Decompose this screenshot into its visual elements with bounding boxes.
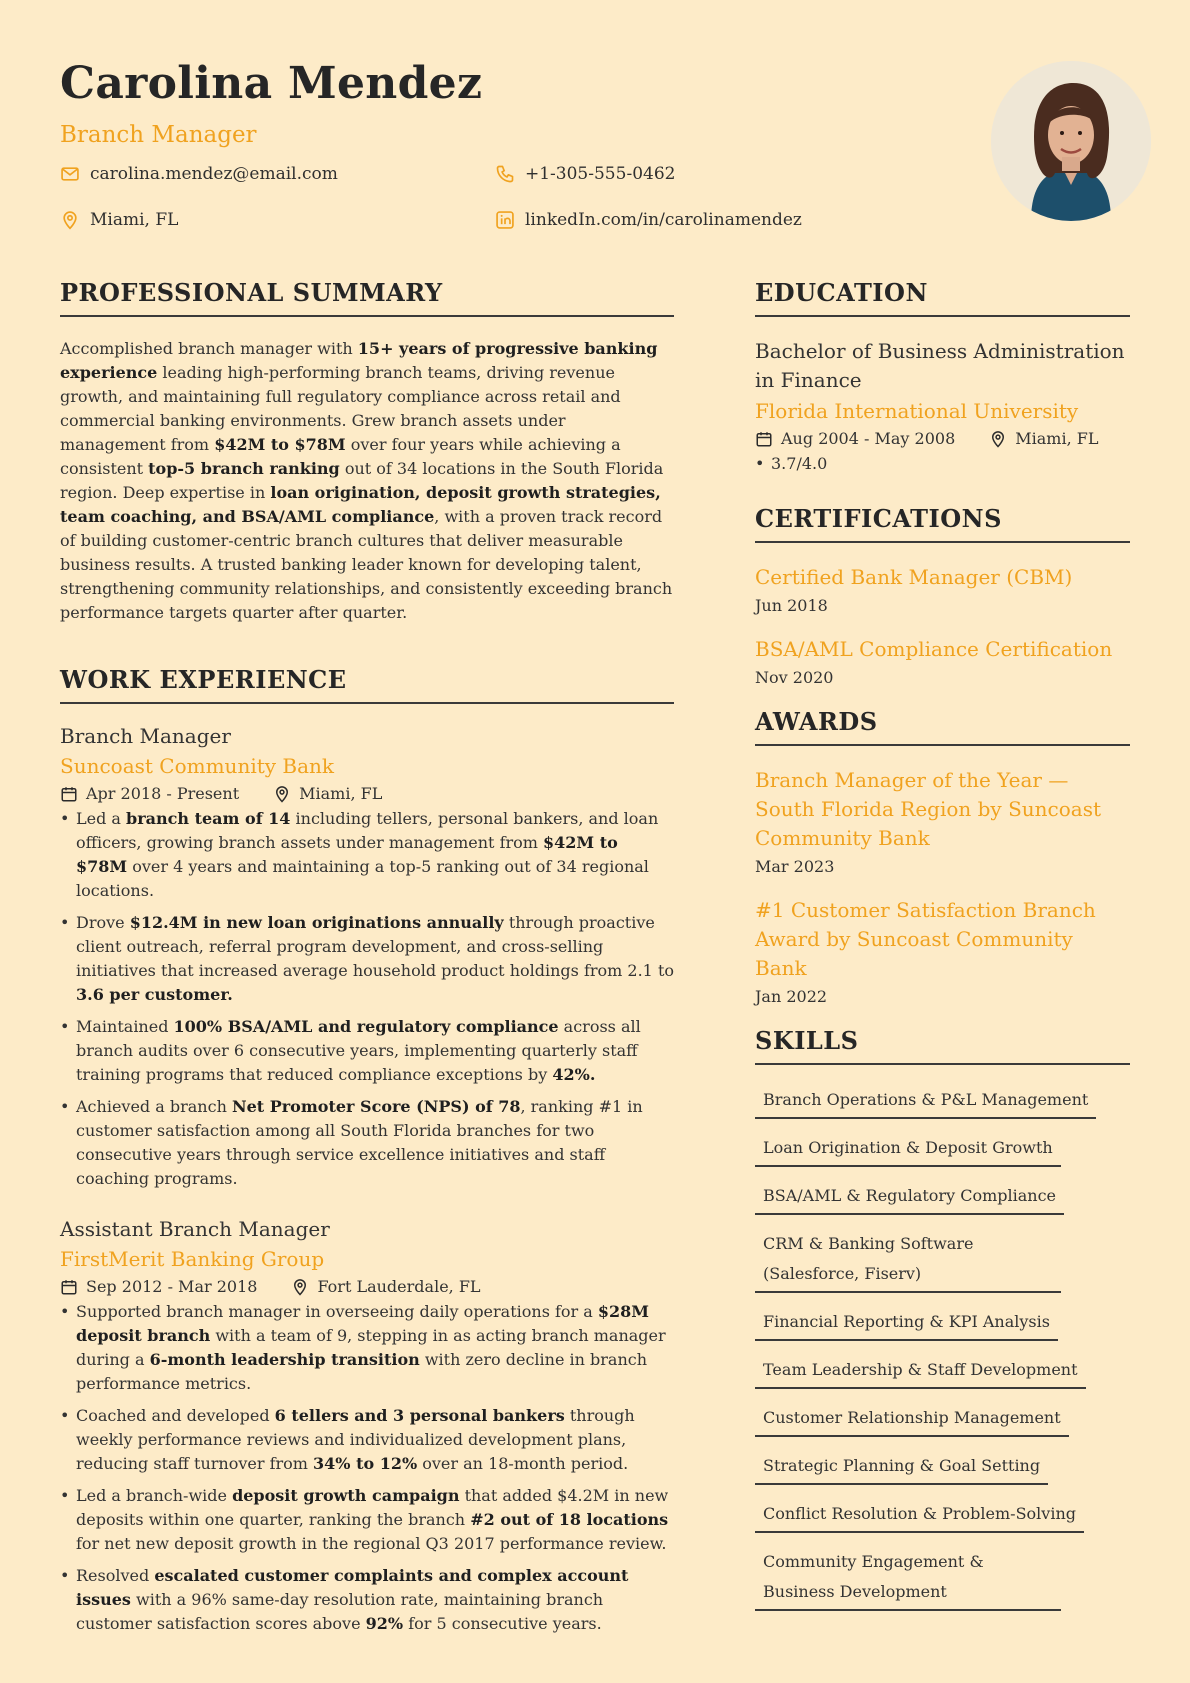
text-run: over an 18-month period. [417, 1454, 629, 1473]
map-pin-icon [60, 210, 80, 230]
text-run: , ranking #1 in customer satisfaction among all South Florida branches for two consecutive years through service excellence initiatives and staff coaching programs. [76, 1097, 643, 1188]
job-role: Branch Manager [60, 724, 231, 748]
mail-icon [60, 164, 80, 184]
text-run: Drove [76, 913, 130, 932]
text-run: through weekly performance reviews and individualized development plans, reducing staff turnover from [76, 1406, 635, 1473]
edu-location: Miami, FL [1015, 429, 1099, 448]
skill-tag: Customer Relationship Management [755, 1403, 1069, 1437]
email-text: carolina.mendez@email.com [90, 164, 338, 184]
highlight-text: branch team of 14 [126, 809, 291, 828]
job-meta [60, 784, 674, 803]
right-column [755, 278, 1130, 1625]
highlight-text: 100% BSA/AML and regulatory compliance [173, 1017, 559, 1036]
job-organization: FirstMerit Banking Group [60, 1247, 325, 1271]
awards-title: #1 Customer Satisfaction Branch Award by Suncoast Community Bank [755, 898, 1096, 980]
edu-meta [755, 429, 1130, 448]
highlight-text: 3.6 per customer. [76, 985, 233, 1004]
job-dates: Sep 2012 - Mar 2018 [86, 1277, 258, 1296]
calendar-icon [60, 1278, 78, 1296]
linkedin-icon [495, 210, 515, 230]
text-run: Resolved [76, 1566, 155, 1585]
contact-phone[interactable] [495, 164, 675, 184]
job-bullet [60, 1300, 674, 1396]
text-run: leading high-performing branch teams, driving revenue growth, and maintaining full regulatory compliance across retail and commercial banking environments. Grew branch assets under management from [60, 363, 621, 454]
job-bullet [60, 1564, 674, 1636]
skill-tag: BSA/AML & Regulatory Compliance [755, 1181, 1064, 1215]
award-list [755, 766, 1130, 1006]
skills-heading: SKILLS [755, 1026, 1130, 1065]
certifications-heading: CERTIFICATIONS [755, 504, 1130, 543]
job-location: Miami, FL [299, 784, 383, 803]
text-run: that added $4.2M in new deposits within one quarter, ranking the branch [76, 1486, 669, 1529]
text-run: with zero decline in branch performance metrics. [76, 1350, 648, 1393]
highlight-text: 6-month leadership transition [149, 1350, 420, 1369]
text-run: Led a [76, 809, 127, 828]
calendar-icon [60, 785, 78, 803]
job-dates: Apr 2018 - Present [86, 784, 240, 803]
edu-details [755, 452, 1130, 476]
job-bullet [60, 911, 674, 1007]
highlight-text: Net Promoter Score (NPS) of 78 [231, 1097, 521, 1116]
edu-degree: Bachelor of Business Administration in Finance [755, 339, 1125, 392]
text-run: through proactive client outreach, referral program development, and cross-selling initiatives that increased average household product holdings from 2.1 to [76, 913, 675, 980]
highlight-text: 42%. [552, 1065, 596, 1084]
profile-photo [991, 61, 1151, 221]
map-pin-icon [989, 430, 1007, 448]
highlight-text: $28M deposit branch [76, 1302, 650, 1345]
text-run: Accomplished branch manager with [60, 339, 358, 358]
certifications-date: Jun 2018 [755, 596, 828, 615]
skill-tag: CRM & Banking Software (Salesforce, Fiserv) [755, 1229, 1061, 1293]
contact-linkedin[interactable] [495, 210, 802, 230]
certifications-date: Nov 2020 [755, 668, 834, 687]
summary-heading: PROFESSIONAL SUMMARY [60, 278, 674, 317]
map-pin-icon [291, 1278, 309, 1296]
left-column [60, 278, 674, 1662]
contact-location [60, 210, 178, 230]
candidate-name: Carolina Mendez [60, 58, 483, 109]
calendar-icon [755, 430, 773, 448]
text-run: out of 34 locations in the South Florida region. Deep expertise in [60, 459, 664, 502]
linkedin-text: linkedIn.com/in/carolinamendez [525, 210, 802, 230]
skill-tag: Financial Reporting & KPI Analysis [755, 1307, 1058, 1341]
highlight-text: #2 out of 18 locations [470, 1510, 669, 1529]
job-location: Fort Lauderdale, FL [317, 1277, 481, 1296]
highlight-text: $42M to $78M [76, 833, 618, 876]
text-run: , with a proven track record of building customer-centric branch cultures that deliver measurable business results. A trusted banking leader known for developing talent, strengthening community relationships, and consistently exceeding branch performance targets quarter after quarter. [60, 507, 673, 622]
job-bullets [60, 807, 674, 1191]
skill-tag: Loan Origination & Deposit Growth [755, 1133, 1061, 1167]
text-run: across all branch audits over 6 consecutive years, implementing quarterly staff training programs that reduced compliance exceptions by [76, 1017, 641, 1084]
text-run: Maintained [76, 1017, 174, 1036]
skill-tag: Branch Operations & P&L Management [755, 1085, 1096, 1119]
highlight-text: 15+ years of progressive banking experience [60, 339, 658, 382]
job-entry [60, 1217, 674, 1636]
text-run: Achieved a branch [76, 1097, 232, 1116]
certification-list [755, 563, 1130, 687]
map-pin-icon [273, 785, 291, 803]
job-bullet [60, 1015, 674, 1087]
candidate-title: Branch Manager [60, 122, 257, 148]
job-organization: Suncoast Community Bank [60, 754, 335, 778]
location-text: Miami, FL [90, 210, 179, 230]
highlight-text: deposit growth campaign [232, 1486, 460, 1505]
highlight-text: $42M to $78M [214, 435, 346, 454]
edu-dates: Aug 2004 - May 2008 [781, 429, 956, 448]
certifications-title: BSA/AML Compliance Certification [755, 637, 1113, 661]
text-run: with a 96% same-day resolution rate, maintaining branch customer satisfaction scores above [76, 1590, 604, 1633]
text-run: for 5 consecutive years. [403, 1614, 602, 1633]
highlight-text: 34% to 12% [313, 1454, 418, 1473]
highlight-text: escalated customer complaints and complex account issues [76, 1566, 629, 1609]
edu-gpa: • 3.7/4.0 [755, 452, 1130, 476]
text-run: including tellers, personal bankers, and loan officers, growing branch assets under management from [76, 809, 659, 852]
awards-title: Branch Manager of the Year — South Florida Region by Suncoast Community Bank [755, 768, 1102, 850]
text-run: with a team of 9, stepping in as acting branch manager during a [76, 1326, 666, 1369]
contact-email[interactable] [60, 164, 338, 184]
highlight-text: 6 tellers and 3 personal bankers [274, 1406, 565, 1425]
education-heading: EDUCATION [755, 278, 1130, 317]
skill-tag: Team Leadership & Staff Development [755, 1355, 1086, 1389]
job-bullet [60, 1095, 674, 1191]
job-meta [60, 1277, 674, 1296]
job-bullet [60, 1484, 674, 1556]
text-run: over four years while achieving a consistent [60, 435, 621, 478]
phone-text: +1-305-555-0462 [525, 164, 676, 184]
summary-text [60, 337, 674, 625]
job-bullet [60, 807, 674, 903]
text-run: Coached and developed [76, 1406, 275, 1425]
job-bullet [60, 1404, 674, 1476]
skill-list [755, 1085, 1130, 1625]
skill-tag: Community Engagement & Business Development [755, 1547, 1061, 1611]
skill-tag: Strategic Planning & Goal Setting [755, 1451, 1048, 1485]
text-run: for net new deposit growth in the regional Q3 2017 performance review. [76, 1534, 667, 1553]
skill-tag: Conflict Resolution & Problem-Solving [755, 1499, 1084, 1533]
phone-icon [495, 164, 515, 184]
highlight-text: 92% [365, 1614, 404, 1633]
highlight-text: loan origination, deposit growth strategies, team coaching, and BSA/AML compliance [60, 483, 661, 526]
highlight-text: top-5 branch ranking [148, 459, 340, 478]
text-run: Led a branch-wide [76, 1486, 233, 1505]
edu-school: Florida International University [755, 399, 1079, 423]
text-run: Supported branch manager in overseeing daily operations for a [76, 1302, 598, 1321]
certifications-title: Certified Bank Manager (CBM) [755, 565, 1073, 589]
job-bullets [60, 1300, 674, 1636]
text-run: over 4 years and maintaining a top-5 ranking out of 34 regional locations. [76, 857, 649, 900]
job-role: Assistant Branch Manager [60, 1217, 330, 1241]
awards-date: Jan 2022 [755, 987, 828, 1006]
experience-heading: WORK EXPERIENCE [60, 665, 674, 704]
awards-heading: AWARDS [755, 707, 1130, 746]
job-list [60, 724, 674, 1636]
highlight-text: $12.4M in new loan originations annually [129, 913, 504, 932]
awards-date: Mar 2023 [755, 857, 835, 876]
job-entry [60, 724, 674, 1191]
